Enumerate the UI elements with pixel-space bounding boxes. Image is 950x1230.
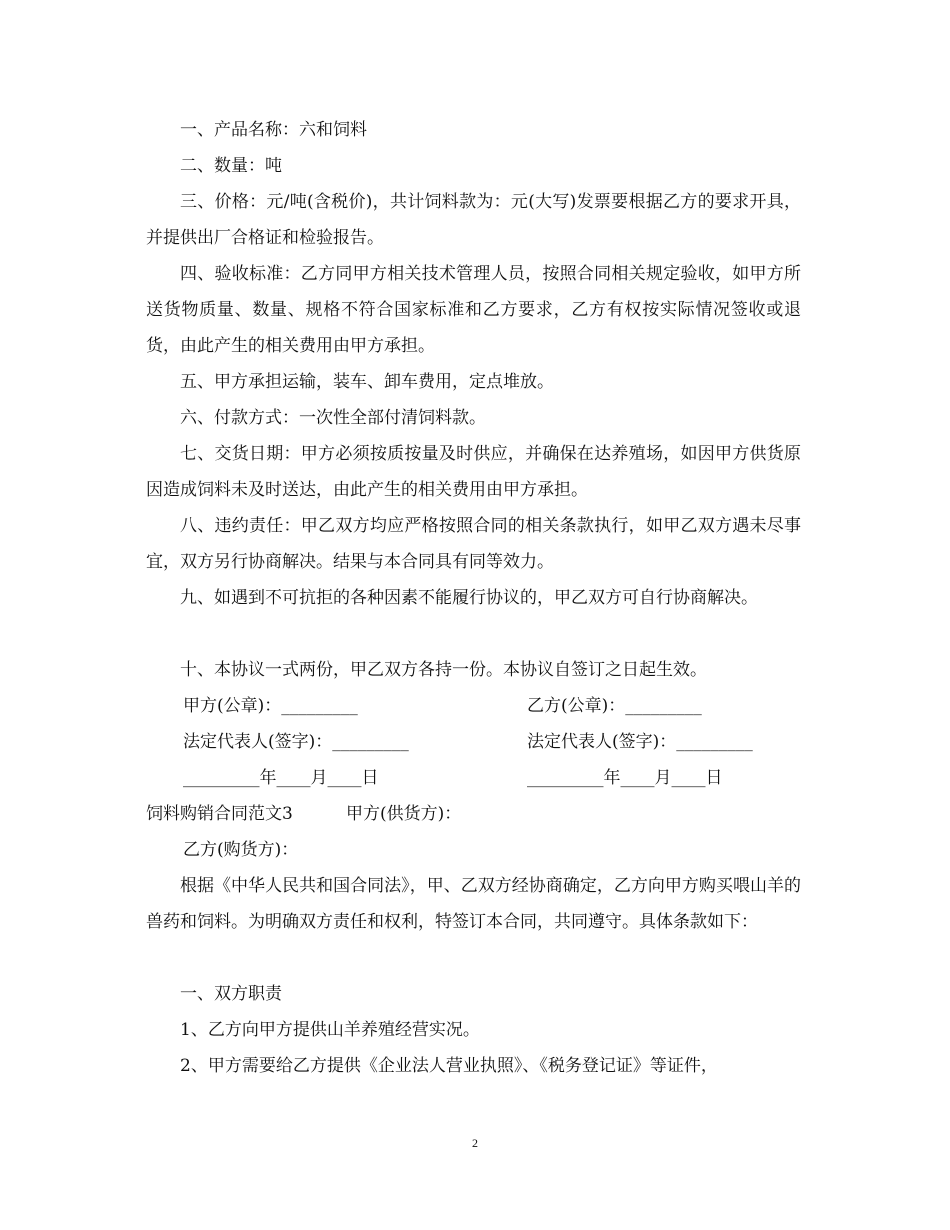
supplier-party-label: 甲方(供货方)：: [346, 804, 462, 824]
clause-delivery: 七、交货日期：甲方必须按质按量及时供应，并确保在达养殖场，如因甲方供货原因造成饲料未及时送达，由此产生的相关费用由甲方承担。: [146, 444, 801, 500]
clause-force-majeure: 九、如遇到不可抗拒的各种因素不能履行协议的，甲乙双方可自行协商解决。: [180, 588, 758, 608]
party-b-date: _________年____月____日: [527, 768, 723, 788]
party-b-representative: 法定代表人(签字)：_________: [527, 732, 753, 752]
section-heading: 饲料购销合同范文3: [146, 804, 293, 824]
clause-copies: 十、本协议一式两份，甲乙双方各持一份。本协议自签订之日起生效。: [180, 660, 707, 680]
duty-item-2: 2、甲方需要给乙方提供《企业法人营业执照》、《税务登记证》等证件，: [180, 1056, 718, 1076]
clause-price: 三、价格：元/吨(含税价)，共计饲料款为：元(大写)发票要根据乙方的要求开具，并提供出厂合格证和检验报告。: [146, 192, 801, 248]
buyer-party-label: 乙方(购货方)：: [183, 840, 299, 860]
clause-product-name: 一、产品名称：六和饲料: [180, 120, 367, 140]
party-b-seal: 乙方(公章)：_________: [527, 696, 702, 716]
duties-title: 一、双方职责: [180, 984, 282, 1004]
clause-liability: 八、违约责任：甲乙双方均应严格按照合同的相关条款执行，如甲乙双方遇未尽事宜，双方另行协商解决。结果与本合同具有同等效力。: [146, 516, 801, 572]
page-number: 2: [472, 1136, 478, 1150]
party-a-representative: 法定代表人(签字)：_________: [183, 732, 409, 752]
duty-item-1: 1、乙方向甲方提供山羊养殖经营实况。: [180, 1020, 480, 1040]
clause-quantity: 二、数量：吨: [180, 156, 282, 176]
party-a-date: _________年____月____日: [183, 768, 379, 788]
clause-payment: 六、付款方式：一次性全部付清饲料款。: [180, 408, 486, 428]
clause-acceptance: 四、验收标准：乙方同甲方相关技术管理人员，按照合同相关规定验收，如甲方所送货物质量、数量、规格不符合国家标准和乙方要求，乙方有权按实际情况签收或退货，由此产生的相关费用由甲方承担。: [146, 264, 801, 356]
contract-intro: 根据《中华人民共和国合同法》，甲、乙双方经协商确定，乙方向甲方购买喂山羊的兽药和饲料。为明确双方责任和权利，特签订本合同，共同遵守。具体条款如下：: [146, 876, 801, 932]
party-a-seal: 甲方(公章)：_________: [183, 696, 358, 716]
clause-transport: 五、甲方承担运输，装车、卸车费用，定点堆放。: [180, 372, 554, 392]
